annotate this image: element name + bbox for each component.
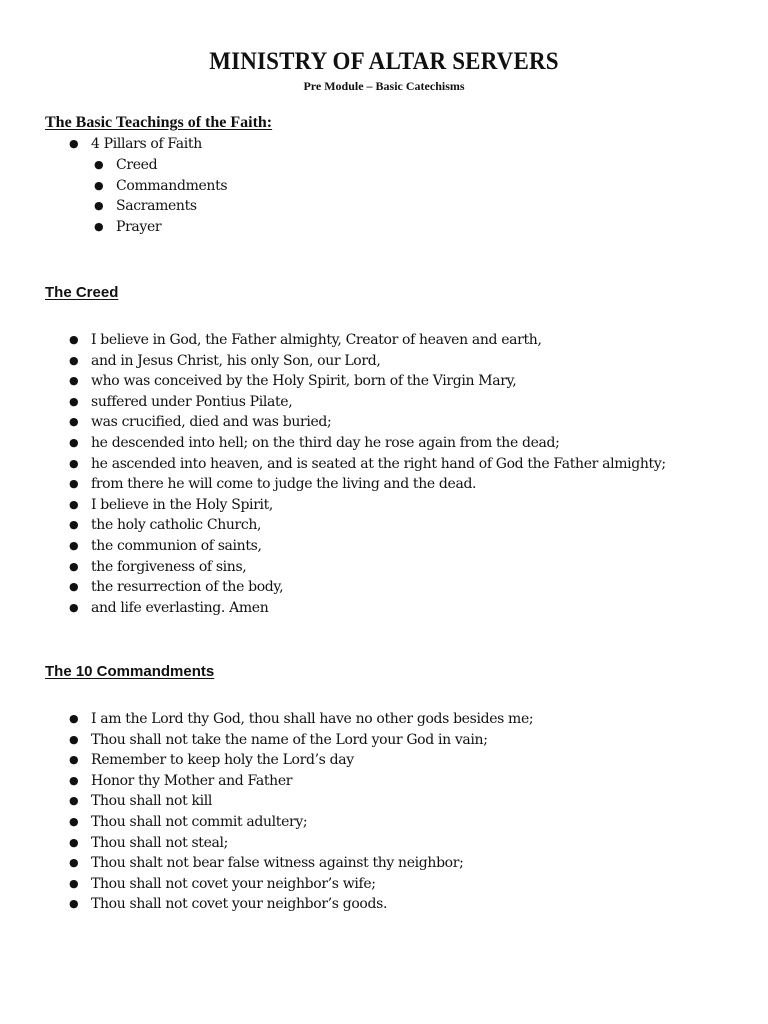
- bullet-icon: ●: [69, 856, 79, 870]
- list-item: [69, 330, 666, 351]
- bullet-icon: ●: [69, 477, 79, 491]
- list-item-text: the communion of saints,: [91, 537, 262, 554]
- list-item: [69, 557, 666, 578]
- bullet-icon: ●: [94, 178, 104, 192]
- bullet-icon: ●: [69, 580, 79, 594]
- basic-teachings-heading: The Basic Teachings of the Faith:: [45, 114, 273, 131]
- list-item-text: Sacraments: [116, 198, 197, 215]
- bullet-icon: ●: [69, 559, 79, 573]
- list-item: [69, 536, 666, 557]
- bullet-icon: ●: [69, 518, 79, 532]
- bullet-icon: ●: [69, 435, 79, 449]
- list-item-text: the resurrection of the body,: [91, 579, 284, 596]
- list-item: [69, 894, 533, 915]
- list-item: [69, 874, 533, 895]
- list-item-text: who was conceived by the Holy Spirit, born of the Virgin Mary,: [91, 373, 517, 390]
- list-item-text: he descended into hell; on the third day he rose again from the dead;: [91, 434, 560, 451]
- bullet-icon: ●: [69, 497, 79, 511]
- list-item-text: Thou shall not take the name of the Lord your God in vain;: [91, 731, 488, 748]
- bullet-icon: ●: [69, 353, 79, 367]
- list-item-text: I am the Lord thy God, thou shall have no other gods besides me;: [91, 711, 534, 727]
- list-item: [69, 791, 533, 812]
- list-item-text: Creed: [116, 157, 158, 173]
- list-item-text: 4 Pillars of Faith: [91, 136, 202, 152]
- pillars-sublist: [94, 155, 228, 237]
- list-item-text: Commandments: [116, 177, 228, 194]
- bullet-icon: ●: [69, 897, 79, 911]
- bullet-icon: ●: [69, 773, 79, 787]
- list-item-text: Prayer: [116, 218, 162, 235]
- creed-heading: The Creed: [45, 284, 119, 301]
- document-subtitle: Pre Module – Basic Catechisms: [303, 79, 465, 93]
- commandments-list: [69, 709, 534, 915]
- list-item: [69, 833, 533, 854]
- bullet-icon: ●: [69, 814, 79, 828]
- bullet-icon: ●: [69, 456, 79, 470]
- list-item: [69, 495, 666, 516]
- list-item: [94, 176, 228, 197]
- list-item: [69, 371, 666, 392]
- list-item: [69, 474, 666, 495]
- list-item-text: the forgiveness of sins,: [91, 558, 247, 575]
- list-item-text: Thou shall not commit adultery;: [91, 813, 308, 830]
- bullet-icon: ●: [94, 219, 104, 233]
- list-item-text: was crucified, died and was buried;: [91, 414, 332, 431]
- list-item: [69, 730, 533, 751]
- list-item: [94, 217, 227, 238]
- list-item-text: I believe in God, the Father almighty, Creator of heaven and earth,: [91, 332, 542, 348]
- list-item-text: from there he will come to judge the living and the dead.: [91, 476, 477, 493]
- list-item-text: he ascended into heaven, and is seated at the right hand of God the Father almighty;: [91, 455, 666, 472]
- list-item: [69, 750, 533, 771]
- list-item-text: Remember to keep holy the Lord’s day: [91, 752, 354, 769]
- list-item-text: Thou shall not steal;: [91, 834, 229, 851]
- list-item: [69, 433, 666, 454]
- bullet-icon: ●: [69, 753, 79, 767]
- document-title: MINISTRY OF ALTAR SERVERS: [209, 48, 559, 75]
- list-item: [69, 392, 666, 413]
- bullet-icon: ●: [69, 732, 79, 746]
- list-item: [69, 134, 202, 155]
- bullet-icon: ●: [94, 158, 104, 171]
- list-item-text: the holy catholic Church,: [91, 517, 262, 534]
- list-item: [69, 412, 666, 433]
- list-item-text: Thou shalt not bear false witness against thy neighbor;: [91, 855, 464, 872]
- list-item: [69, 454, 666, 475]
- bullet-icon: ●: [69, 415, 79, 429]
- creed-list: [69, 330, 666, 618]
- list-item: [69, 515, 666, 536]
- bullet-icon: ●: [69, 137, 79, 150]
- list-item: [69, 598, 666, 619]
- bullet-icon: ●: [69, 538, 79, 552]
- pillars-list: [69, 134, 202, 155]
- list-item: [69, 577, 666, 598]
- list-item: [69, 812, 533, 833]
- list-item: [94, 155, 227, 176]
- list-item: [69, 351, 666, 372]
- list-item: [69, 709, 534, 730]
- list-item-text: and in Jesus Christ, his only Son, our Lord,: [91, 352, 381, 369]
- bullet-icon: ●: [69, 394, 79, 408]
- list-item-text: Thou shall not kill: [91, 793, 212, 810]
- bullet-icon: ●: [69, 794, 79, 808]
- list-item-text: I believe in the Holy Spirit,: [91, 496, 274, 513]
- list-item: [69, 853, 533, 874]
- commandments-heading: The 10 Commandments: [45, 663, 215, 680]
- list-item-text: suffered under Pontius Pilate,: [91, 393, 293, 410]
- list-item: [69, 771, 533, 792]
- list-item: [94, 196, 227, 217]
- list-item-text: Honor thy Mother and Father: [91, 772, 293, 789]
- bullet-icon: ●: [69, 835, 79, 849]
- list-item-text: Thou shall not covet your neighbor’s goods.: [91, 896, 388, 913]
- bullet-icon: ●: [94, 199, 104, 213]
- bullet-icon: ●: [69, 876, 79, 890]
- list-item-text: Thou shall not covet your neighbor’s wife;: [91, 875, 376, 892]
- bullet-icon: ●: [69, 333, 79, 346]
- bullet-icon: ●: [69, 374, 79, 388]
- bullet-icon: ●: [69, 712, 79, 725]
- list-item-text: and life everlasting. Amen: [91, 599, 269, 616]
- bullet-icon: ●: [69, 600, 79, 614]
